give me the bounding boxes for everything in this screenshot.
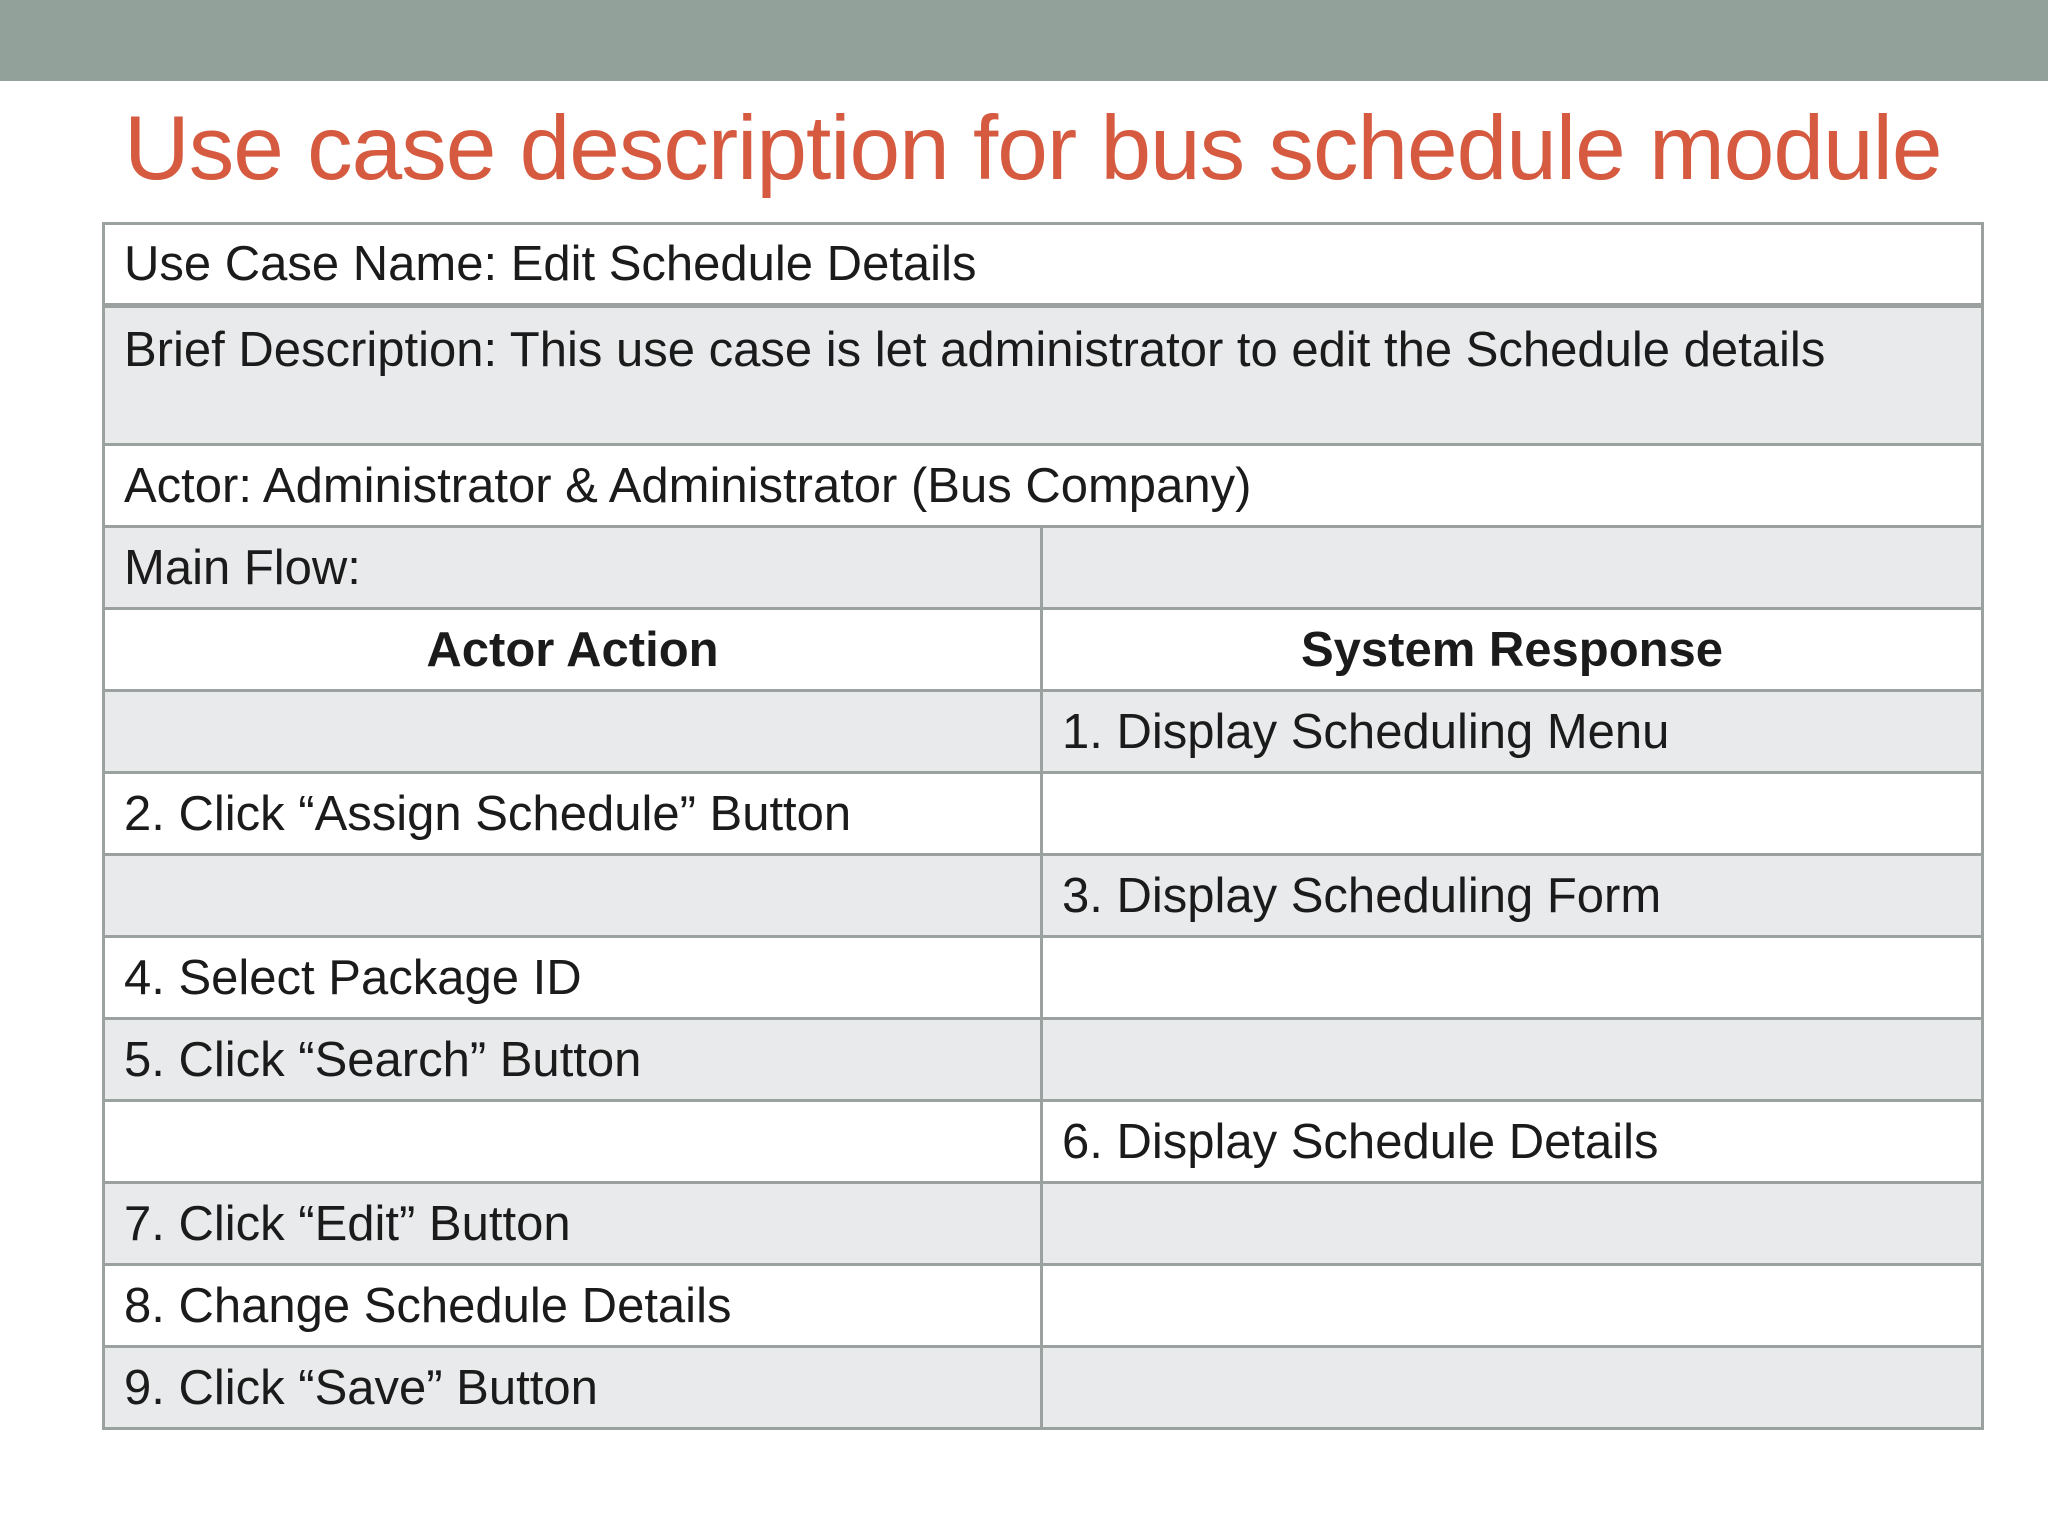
system-response-cell: [1042, 1183, 1983, 1265]
actor-action-cell: [104, 1101, 1042, 1183]
actor-action-cell: 8. Change Schedule Details: [104, 1265, 1042, 1347]
use-case-name: Use Case Name: Edit Schedule Details: [104, 224, 1983, 306]
brief-description: Brief Description: This use case is let administrator to edit the Schedule details: [104, 306, 1983, 445]
actor-text: Actor: Administrator & Administrator (Bus Company): [104, 445, 1983, 527]
main-flow-label: Main Flow:: [104, 527, 1042, 609]
system-response-cell: [1042, 1347, 1983, 1429]
actor-action-cell: 5. Click “Search” Button: [104, 1019, 1042, 1101]
actor-action-cell: [104, 691, 1042, 773]
actor-action-header: Actor Action: [104, 609, 1042, 691]
main-flow-empty-cell: [1042, 527, 1983, 609]
flow-step-row: [104, 773, 1983, 855]
system-response-cell: 6. Display Schedule Details: [1042, 1101, 1983, 1183]
system-response-cell: [1042, 937, 1983, 1019]
brief-description-row: [104, 306, 1983, 445]
flow-step-row: [104, 937, 1983, 1019]
actor-action-cell: 2. Click “Assign Schedule” Button: [104, 773, 1042, 855]
use-case-table: [102, 222, 1984, 1430]
system-response-cell: [1042, 1265, 1983, 1347]
main-flow-row: [104, 527, 1983, 609]
flow-step-row: [104, 1101, 1983, 1183]
header-bar: [0, 0, 2048, 81]
system-response-cell: 3. Display Scheduling Form: [1042, 855, 1983, 937]
flow-step-row: [104, 855, 1983, 937]
actor-action-cell: 4. Select Package ID: [104, 937, 1042, 1019]
system-response-header: System Response: [1042, 609, 1983, 691]
column-header-row: [104, 609, 1983, 691]
use-case-name-row: [104, 224, 1983, 306]
actor-action-cell: 9. Click “Save” Button: [104, 1347, 1042, 1429]
flow-step-row: [104, 691, 1983, 773]
flow-step-row: [104, 1265, 1983, 1347]
actor-row: [104, 445, 1983, 527]
flow-step-row: [104, 1347, 1983, 1429]
system-response-cell: [1042, 773, 1983, 855]
system-response-cell: [1042, 1019, 1983, 1101]
system-response-cell: 1. Display Scheduling Menu: [1042, 691, 1983, 773]
actor-action-cell: [104, 855, 1042, 937]
actor-action-cell: 7. Click “Edit” Button: [104, 1183, 1042, 1265]
flow-step-row: [104, 1183, 1983, 1265]
flow-step-row: [104, 1019, 1983, 1101]
slide-title: Use case description for bus schedule module: [124, 98, 1942, 199]
